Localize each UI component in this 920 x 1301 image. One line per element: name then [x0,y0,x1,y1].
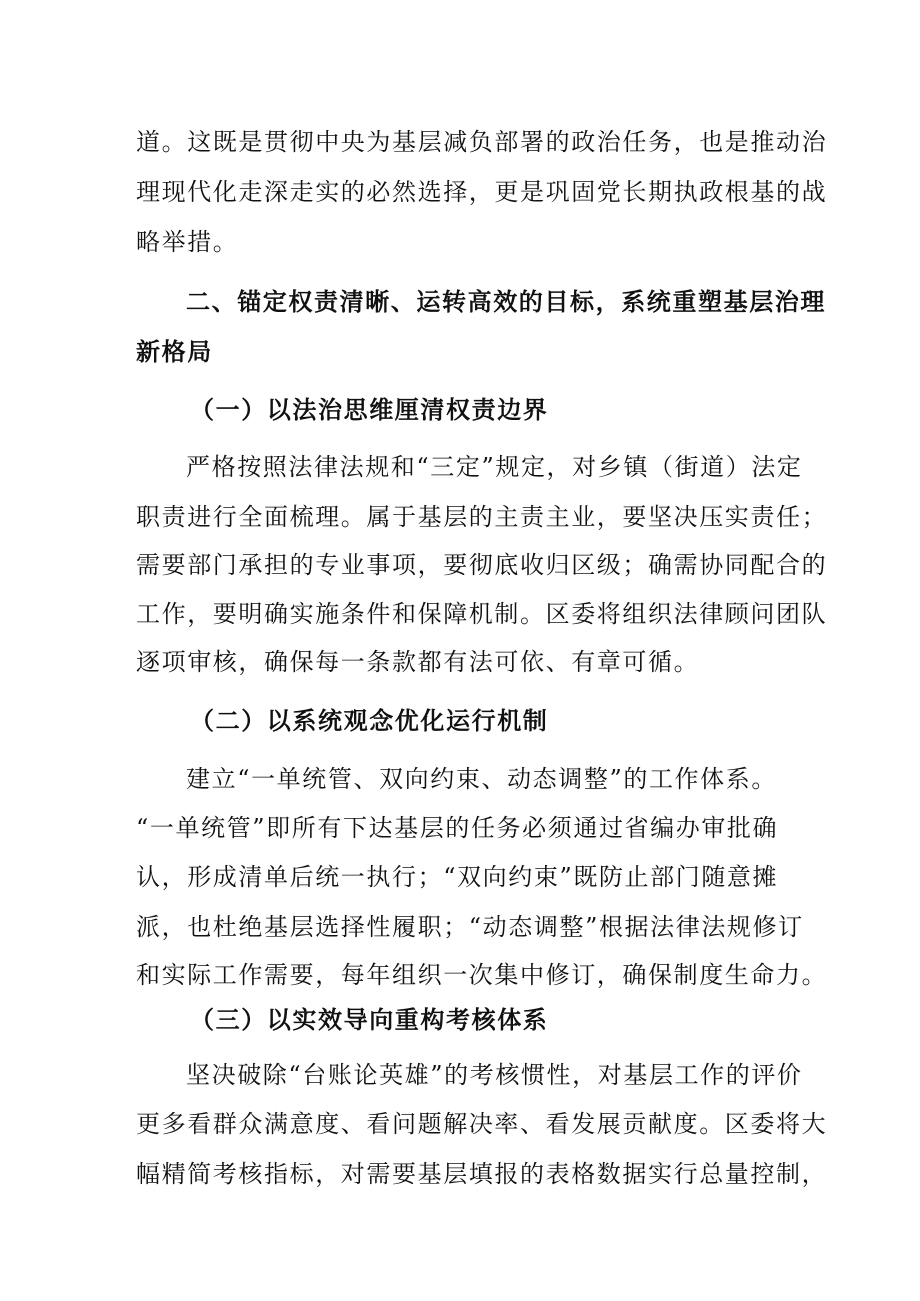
body-text-line: 派，也杜绝基层选择性履职；“动态调整”根据法律法规修订 [136,913,804,941]
body-text-line: 理现代化走深走实的必然选择，更是巩固党长期执政根基的战 [136,178,828,206]
body-text-line: 道。这既是贯彻中央为基层减负部署的政治任务，也是推动治 [136,128,828,156]
body-text-line: 坚决破除“台账论英雄”的考核惯性，对基层工作的评价 [186,1061,803,1089]
subheading: （二）以系统观念优化运行机制 [190,706,549,735]
subheading: （一）以法治思维厘清权责边界 [190,395,549,424]
body-text-line: 工作，要明确实施条件和保障机制。区委将组织法律顾问团队 [136,600,828,628]
body-text-line: 幅精简考核指标，对需要基层填报的表格数据实行总量控制， [136,1160,828,1188]
body-text-line: 逐项审核，确保每一条款都有法可依、有章可循。 [136,648,700,676]
body-text-line: 更多看群众满意度、看问题解决率、看发展贡献度。区委将大 [136,1110,828,1138]
subheading: （三）以实效导向重构考核体系 [190,1005,549,1034]
body-text-line: 职责进行全面梳理。属于基层的主责主业，要坚决压实责任； [136,503,828,531]
section-heading-line: 新格局 [136,337,213,366]
body-text-line: 严格按照法律法规和“三定”规定，对乡镇（街道）法定 [186,453,803,481]
body-text-line: 需要部门承担的专业事项，要彻底收归区级；确需协同配合的 [136,551,828,579]
section-heading-line: 二、锚定权责清晰、运转高效的目标，系统重塑基层治理 [186,287,826,316]
body-text-line: 认，形成清单后统一执行；“双向约束”既防止部门随意摊 [136,863,779,891]
body-text-line: “一单统管”即所有下达基层的任务必须通过省编办审批确 [136,814,779,842]
body-text-line: 略举措。 [136,228,239,256]
body-text-line: 和实际工作需要，每年组织一次集中修订，确保制度生命力。 [136,961,828,989]
body-text-line: 建立“一单统管、双向约束、动态调整”的工作体系。 [186,765,777,793]
